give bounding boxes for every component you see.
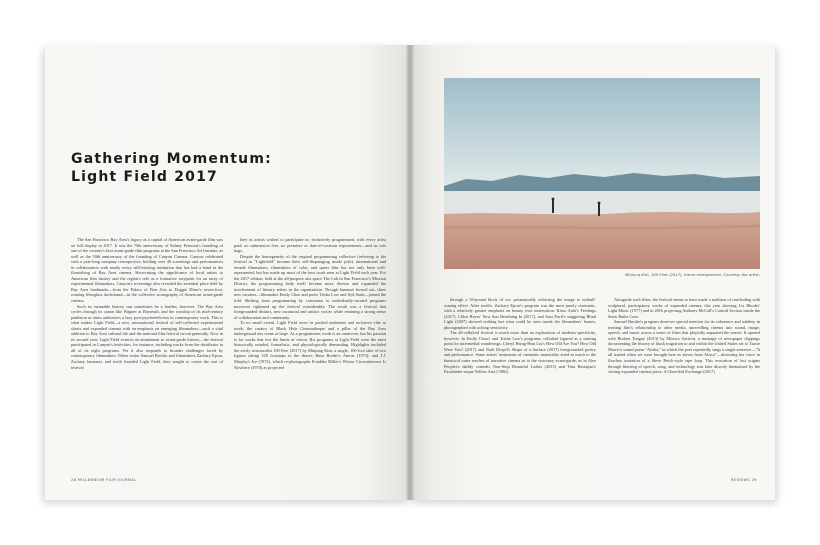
book-gutter	[406, 45, 414, 500]
paragraph: Alongside such films, the festival seems to have made a tradition of concluding with sculptural, participatory works of expanded cinema, this year showing Lis Rhodes' Light Music (1977) and in 2016 projecting Anthony McCall's Conical Section inside the Sutro Baths Cave.	[608, 297, 760, 319]
headline-line-2: Light Field 2017	[71, 169, 218, 185]
right-page	[410, 45, 775, 500]
figure-right-head	[598, 202, 601, 205]
paragraph: Despite the homogeneity of the original programming collective (referring to the festival as "Lightfield" became their self-disparaging inside joke), international and female filmmakers, filmmakers of color, and queer film has not only been well-represented, but has made up most of the best work seen at Light Field each year. For the 2017 edition, held at the all-purpose arts space The Lab in San Francisco's Mission District, the programming body itself became more diverse and expanded the involvement of literary artists in the organization. Though Iannazzi bowed out, three new curators—filmmaker Emily Chao and poets Trisha Low and Syd Staiti—joined the fold. Shifting from programming by consensus to individually-curated programs moreover tightened up the festival considerably. The result was a festival that foregrounded distinct, new curatorial and artistic voices while retaining a strong sense of collaboration and community.	[234, 253, 386, 320]
magazine-spread	[45, 45, 775, 500]
paragraph: Such an estimable history can sometimes be a burden, however. The Bay Area cycles through its canon like Wagner at Bayreuth, and the worship of its mid-century pantheon at times authorizes a lazy post-psychedelicism in contemporary work. This is what makes Light Field—a new, international festival of self-collected experimental shorts and expanded cinema with an emphasis on emerging filmmakers—such a vital addition to Bay Area cultural life and the national film festival circuit generally. Now in its second year, Light Field evinces an attunement to avant-garde history—the festival participated in Canyon's festivities, for instance, including works from the distributor in all of its eight programs. Yet it also responds to broader challenges faced by contemporary filmmakers. When writer Samuel Breslin and filmmakers Zachary Epcar, Zachary Iannazzi, and tooth founded Light Field, they sought to create the sort of festival	[71, 303, 223, 370]
right-folio: REVIEWS 29	[730, 478, 757, 482]
paragraph: To no small extent, Light Field owes its packed audiences and inclusive vibe to tooth, the curator of Black Hole Cinematheque and a pillar of the Bay Area underground arts scene at large. As a programmer, tooth is an omnivore, but his passion is for works that test the limits of vision. His programs at Light Field were the most historically minded, formalistic, and physiologically demanding. Highlights included the eerily structuralist 100 Feet (2017) by Minjung Kim, a single, 100-foot take of two figures taking 100 footsteps in the desert; Hans Breder's Amrus (1973); and J.J. Murphy's Ice (1972), which re-photographs Franklin Miller's Whose Circumference Is Nowhere (1970) as projected	[234, 320, 386, 370]
paragraph: Samuel Breslin's program deserves special mention for its coherence and subtlety in treating film's relationship to other media, unravelling cinema into sound, image, speech, and music across a series of films that playfully separated the senses. It opened with Broken Tongue (2013) by Mónica Savirón, a montage of newspaper clippings documenting the history of black migration to and within the United States set to Tracie Morris's sound poem "Afrika," in which the poet repeatedly sings a single sentence—"It all started when we were brought here as slaves from Africa"—distorting her voice in flawless imitation of a Steve Reich-style tape loop. This evocation of lost origins through blurring of speech, song, and technology was later directly thematized by the closing expanded cinema piece, A Cheerleaf Exchange (2017)	[608, 319, 760, 375]
figure-left-head	[552, 198, 555, 201]
paragraph: through a 50-pound block of ice, prismatically refracting the image to eyeball-searing effect. After tooth's, Zachary Epcar's program was the most purely cinematic, with a relatively greater emphasis on beauty over innervation: Kioto Aoki's Feedings (2017), Chloe Reyes' New Sun Breathing In (2017), and Sara Pucil's staggering Blind Light (2007) showed nothing but what could be seen inside the filmmakers' homes, photographed with aching sensitivity.	[444, 297, 596, 330]
left-column-2	[234, 237, 386, 467]
headline-line-1: Gathering Momentum:	[71, 151, 272, 167]
paragraph: they as artists wished to participate in: inclusively programmed, with every artist paid, no submission fees, no premiere or date-of-creation requirements—and no tote bags.	[234, 237, 386, 254]
figure-left	[552, 200, 554, 213]
photo-caption: Minjung Kim, 100 Feet (2017), frame enlargement. Courtesy the artist.	[625, 272, 760, 277]
article-headline	[71, 150, 272, 186]
sky	[444, 78, 760, 190]
desert-ground	[444, 212, 760, 269]
paragraph: The all-celluloid festival is much more than an exploration of medium specificity, however. In Emily Chao's and Trisha Low's programs, celluloid figured as a starting point for intermedial wanderings. Cheryl Hsing-Hsin Liu's How Old Are You? How Old Were You? (2017) and Narli Dinçel's Shape of a Surface (2017) foregrounded poetry and performance. Some artists' treatments of cinematic materiality erred as much to the theatrical outer reaches of narrative cinema as to the visionary avant-garde, as in Alee Peoples's darkly comedic Non-Stop Beautiful Ladies (2015) and Tina Bastajian's Fassbinder-esque Yellow Aria (1986).	[444, 330, 596, 375]
left-column-1	[71, 237, 223, 467]
right-column-1	[444, 297, 596, 487]
figure-right	[598, 204, 600, 216]
photo-illustration	[444, 78, 760, 269]
desert-photo	[444, 78, 760, 269]
left-page	[45, 45, 410, 500]
lake	[444, 191, 760, 215]
right-column-2	[608, 297, 760, 487]
left-folio: 28 MILLENNIUM FILM JOURNAL	[71, 478, 137, 482]
paragraph: The San Francisco Bay Area's legacy as a capital of American avant-garde film was on full display in 2017. It was the 70th anniversary of Sidney Peterson's founding of one of the country's first avant-garde film programs at the San Francisco Art Institute, as well as the 50th anniversary of the founding of Canyon Cinema. Canyon celebrated with a year-long company retrospective, holding over 40 screenings and performances in collaboration with nearly every still-existing institution that has had a hand in the flourishing of Bay Area cinema. Showcasing the significance of local artists to American film history and the region's role as a formative waypoint for an array of experimental filmmakers, Canyon's screenings also revealed the essential place held by Bay Area landmarks—from the Palace of Fine Arts to Doggie Diner's seven-foot, rotating fiberglass dachshund—in the collective iconography of American avant-garde cinema.	[71, 237, 223, 304]
